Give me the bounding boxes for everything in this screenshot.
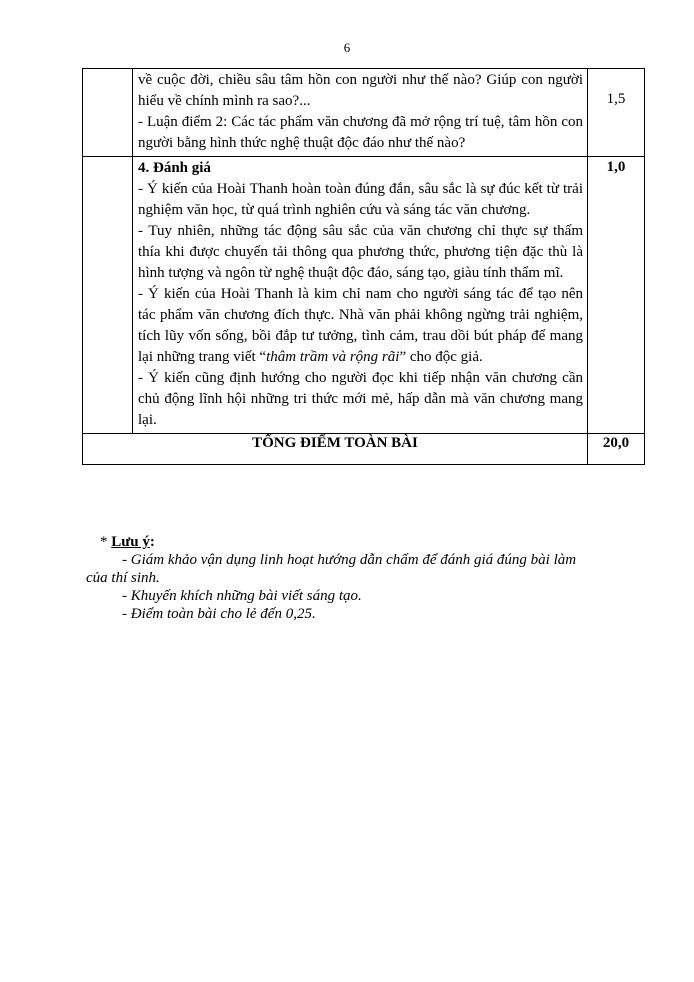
total-score: 20,0 — [588, 434, 645, 465]
score-cell: 1,5 — [588, 69, 645, 157]
notes-title-text: Lưu ý — [111, 534, 150, 550]
notes — [86, 533, 640, 623]
total-row — [83, 434, 645, 465]
paragraph-text: - Ý kiến của Hoài Thanh là kim chỉ nam cho người sáng tác để tạo nên tác phẩm văn chương đích thực. Nhà văn phải không ngừng trải nghiệm, tích lũy vốn sống, bồi đắp tư tưởng, tình cảm, trau dồi bút pháp để mang lại những trang viết “ — [138, 286, 583, 365]
score-cell: 1,0 — [588, 157, 645, 434]
quote-italic: thâm trầm và rộng rãi — [266, 349, 400, 365]
note-item: - Điểm toàn bài cho lẻ đến 0,25. — [122, 606, 316, 622]
text-line: về cuộc đời, chiều sâu tâm hồn con người như thế nào? Giúp con người hiểu về chính mình ra sao?... — [138, 72, 583, 109]
total-label: TỔNG ĐIỂM TOÀN BÀI — [83, 434, 588, 465]
notes-colon: : — [149, 534, 155, 550]
paragraph — [138, 284, 583, 368]
note-item: - Khuyến khích những bài viết sáng tạo. — [122, 588, 362, 604]
text-line: - Luận điểm 2: Các tác phẩm văn chương đã mở rộng trí tuệ, tâm hồn con người bằng hình thức nghệ thuật độc đáo như thế nào? — [138, 114, 583, 151]
empty-cell — [83, 157, 133, 434]
content-cell — [133, 69, 588, 157]
table-row — [83, 157, 645, 434]
paragraph: - Ý kiến cũng định hướng cho người đọc khi tiếp nhận văn chương cần chủ động lĩnh hội những tri thức mới mẻ, hấp dẫn mà văn chương mang lại. — [138, 370, 583, 428]
paragraph-text: ” cho độc giả. — [399, 349, 483, 365]
table-row — [83, 69, 645, 157]
content-cell — [133, 157, 588, 434]
paragraph: - Tuy nhiên, những tác động sâu sắc của văn chương chỉ thực sự thấm thía khi được chuyển tải thông qua phương thức, phương tiện đặc thù là hình tượng và ngôn từ nghệ thuật độc đáo, sáng tạo, giàu tính thẩm mĩ. — [138, 223, 583, 281]
page-number: 6 — [343, 40, 351, 55]
section-title: 4. Đánh giá — [138, 160, 211, 176]
empty-cell — [83, 69, 133, 157]
note-item: - Giám khảo vận dụng linh hoạt hướng dẫn chấm để đánh giá đúng bài làm — [122, 552, 577, 568]
notes-title — [100, 533, 640, 551]
notes-star: * — [100, 534, 112, 550]
paragraph: - Ý kiến của Hoài Thanh hoàn toàn đúng đắn, sâu sắc là sự đúc kết từ trải nghiệm văn học, từ quá trình nghiên cứu và sáng tác văn chương. — [138, 181, 583, 218]
grading-table — [82, 68, 645, 465]
note-item-continued: của thí sinh. — [86, 570, 160, 586]
